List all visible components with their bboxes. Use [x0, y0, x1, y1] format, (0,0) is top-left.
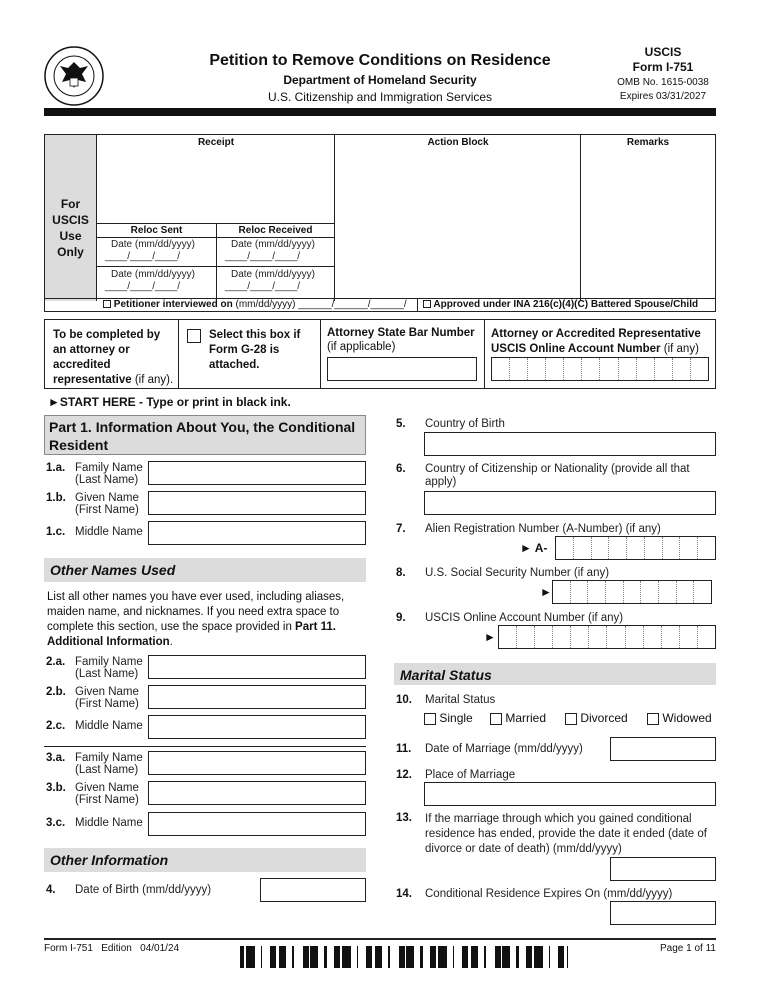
widowed-label: Widowed	[662, 711, 712, 725]
uscis-label: USCIS	[644, 45, 682, 59]
field-number: 9.	[396, 612, 406, 624]
omb-number: OMB No. 1615-0038	[617, 77, 709, 88]
other-given-name-input-1[interactable]	[148, 685, 366, 709]
married-checkbox[interactable]	[490, 713, 502, 725]
single-label: Single	[439, 711, 473, 725]
reloc-sent-date-label-1: Date (mm/dd/yyyy)	[111, 239, 195, 250]
a-number-prefix: ► A-	[520, 541, 548, 555]
bar-number-input[interactable]	[327, 357, 477, 381]
marital-status-heading: Marital Status	[394, 663, 716, 685]
field-label: Middle Name	[75, 526, 143, 538]
side-label-line: Use	[59, 229, 82, 243]
divorced-checkbox[interactable]	[565, 713, 577, 725]
country-of-birth-input[interactable]	[424, 432, 716, 456]
field-number: 1.a.	[46, 462, 66, 474]
attorney-account-input[interactable]	[491, 357, 709, 381]
field-label: Family Name	[75, 656, 143, 668]
married-label: Married	[505, 711, 547, 725]
reloc-received-label: Reloc Received	[238, 225, 313, 236]
field-sublabel: (First Name)	[75, 698, 139, 710]
side-label-line: Only	[57, 245, 84, 259]
residence-expires-label: Conditional Residence Expires On (mm/dd/yyyy)	[425, 888, 673, 900]
field-number: 10.	[396, 694, 412, 706]
marriage-ended-date-input[interactable]	[610, 857, 716, 881]
field-sublabel: (First Name)	[75, 504, 139, 516]
remarks-column	[581, 135, 715, 301]
field-number: 2.b.	[46, 686, 66, 698]
reloc-sent-label: Reloc Sent	[130, 225, 183, 236]
marriage-ended-label: If the marriage through which you gained conditional residence has ended, provide the date it ended (date of divorce or date of death) (mm/dd/yyyy)	[425, 813, 707, 855]
petitioner-interviewed-date[interactable]: ______/______/______/	[298, 299, 407, 310]
date-of-birth-input[interactable]	[260, 878, 366, 902]
a-number-input[interactable]	[555, 536, 716, 560]
battered-spouse-row	[423, 299, 715, 310]
field-sublabel: (Last Name)	[75, 668, 139, 680]
start-here: ►START HERE - Type or print in black ink.	[48, 395, 291, 409]
header-rule	[44, 108, 716, 116]
a-number-label: Alien Registration Number (A-Number) (if any)	[425, 523, 661, 535]
receipt-column	[97, 135, 335, 301]
reloc-received-date-label-1: Date (mm/dd/yyyy)	[231, 239, 315, 250]
other-names-intro-end: .	[169, 636, 173, 648]
field-number: 13.	[396, 812, 412, 824]
citizenship-label: Country of Citizenship or Nationality (provide all that apply)	[425, 463, 690, 488]
other-given-name-input-2[interactable]	[148, 781, 366, 805]
other-names-intro	[47, 590, 363, 650]
side-label-line: For	[60, 197, 81, 211]
uscis-use-only-box	[44, 134, 716, 312]
family-name-input[interactable]	[148, 461, 366, 485]
attorney-col-1	[45, 320, 179, 388]
divorced-label: Divorced	[580, 711, 628, 725]
field-sublabel: (First Name)	[75, 794, 139, 806]
place-of-marriage-label: Place of Marriage	[425, 769, 516, 781]
reloc-sent-date-label-2: Date (mm/dd/yyyy)	[111, 269, 195, 280]
attorney-box	[44, 319, 716, 389]
attorney-col-4	[485, 320, 715, 388]
attorney-account-sub: (if any)	[663, 343, 699, 355]
uscis-account-label: USCIS Online Account Number (if any)	[425, 612, 624, 624]
field-number: 12.	[396, 769, 412, 781]
bar-number-title: Attorney State Bar Number	[327, 327, 475, 339]
uscis-account-input[interactable]	[498, 625, 716, 649]
other-names-intro-bold: Part 11. Additional Information	[47, 621, 336, 648]
given-name-input[interactable]	[148, 491, 366, 515]
agency-name: U.S. Citizenship and Immigration Services	[267, 90, 493, 104]
other-middle-name-input-1[interactable]	[148, 715, 366, 739]
part1-heading: Part 1. Information About You, the Conditional Resident	[44, 415, 366, 455]
page-number: Page 1 of 11	[660, 943, 716, 954]
attorney-col-3	[321, 320, 485, 388]
ssn-input[interactable]	[552, 580, 712, 604]
field-label: Given Name	[75, 492, 139, 504]
field-number: 8.	[396, 567, 406, 579]
field-label: Family Name	[75, 752, 143, 764]
uscis-side-label	[45, 135, 97, 301]
widowed-checkbox[interactable]	[647, 713, 659, 725]
dob-label: Date of Birth (mm/dd/yyyy)	[75, 884, 212, 896]
form-number: Form I-751	[632, 60, 694, 74]
action-block-column	[335, 135, 581, 301]
action-block-header: Action Block	[427, 137, 489, 148]
field-number: 5.	[396, 418, 406, 430]
option-widowed[interactable]	[647, 711, 712, 725]
attorney-account-title	[491, 327, 713, 357]
field-label: Family Name	[75, 462, 143, 474]
g28-checkbox[interactable]	[187, 329, 201, 343]
attorney-intro-suffix: (if any).	[134, 374, 174, 386]
field-number: 7.	[396, 523, 406, 535]
reloc-received-date-label-2: Date (mm/dd/yyyy)	[231, 269, 315, 280]
date-of-marriage-input[interactable]	[610, 737, 716, 761]
field-number: 4.	[46, 884, 56, 896]
option-married[interactable]	[490, 711, 546, 725]
remarks-header: Remarks	[626, 137, 670, 148]
reloc-sent-date-2[interactable]: ____/____/____/	[105, 281, 181, 292]
bar-number-sub: (if applicable)	[327, 341, 396, 353]
field-number: 1.c.	[46, 526, 66, 538]
date-of-marriage-label: Date of Marriage (mm/dd/yyyy)	[425, 743, 583, 755]
citizenship-input[interactable]	[424, 491, 716, 515]
other-names-heading: Other Names Used	[44, 558, 366, 582]
field-sublabel: (Last Name)	[75, 474, 139, 486]
expiration-date: Expires 03/31/2027	[619, 91, 707, 102]
field-number: 2.a.	[46, 656, 66, 668]
petitioner-interviewed-row	[103, 299, 423, 310]
divider	[44, 746, 366, 747]
attorney-account-title-text: Attorney or Accredited Representative USCIS Online Account Number	[491, 328, 701, 355]
field-sublabel: (Last Name)	[75, 764, 139, 776]
country-of-birth-label: Country of Birth	[425, 418, 505, 430]
attorney-col-2	[179, 320, 321, 388]
field-number: 14.	[396, 888, 412, 900]
battered-spouse-label: Approved under INA 216(c)(4)(C) Battered Spouse/Child	[433, 299, 699, 310]
ssn-label: U.S. Social Security Number (if any)	[425, 567, 610, 579]
field-label: Given Name	[75, 782, 139, 794]
department-name: Department of Homeland Security	[283, 73, 477, 87]
barcode	[240, 946, 570, 968]
single-checkbox[interactable]	[424, 713, 436, 725]
receipt-header: Receipt	[197, 137, 235, 148]
ssn-arrow: ►	[540, 585, 552, 599]
other-family-name-input-2[interactable]	[148, 751, 366, 775]
reloc-received-date-2[interactable]: ____/____/____/	[225, 281, 301, 292]
other-information-heading: Other Information	[44, 848, 366, 872]
field-number: 2.c.	[46, 720, 66, 732]
field-number: 3.b.	[46, 782, 66, 794]
dhs-seal	[44, 46, 104, 106]
side-label-line: USCIS	[52, 213, 89, 227]
field-number: 3.a.	[46, 752, 66, 764]
other-middle-name-input-2[interactable]	[148, 812, 366, 836]
petitioner-interviewed-hint: (mm/dd/yyyy)	[235, 299, 296, 310]
reloc-sent-date-1[interactable]: ____/____/____/	[105, 251, 181, 262]
attorney-intro: To be completed by an attorney or accredited representative	[53, 329, 161, 386]
other-names-intro-text: List all other names you have ever used, including aliases, maiden name, and nicknames. If you need extra space to complete this section, use the space provided in	[47, 591, 345, 633]
field-label: Middle Name	[75, 817, 143, 829]
uscis-account-arrow: ►	[484, 630, 496, 644]
marital-status-label: Marital Status	[425, 694, 496, 706]
petitioner-interviewed-checkbox[interactable]	[103, 300, 111, 308]
middle-name-input[interactable]	[148, 521, 366, 545]
field-number: 6.	[396, 463, 406, 475]
other-family-name-input-1[interactable]	[148, 655, 366, 679]
footer-rule	[44, 938, 716, 940]
battered-spouse-checkbox[interactable]	[423, 300, 431, 308]
petitioner-interviewed-label: Petitioner interviewed on	[113, 299, 233, 310]
option-divorced[interactable]	[565, 711, 628, 725]
form-title: Petition to Remove Conditions on Residence	[209, 52, 551, 69]
field-number: 1.b.	[46, 492, 66, 504]
reloc-received-date-1[interactable]: ____/____/____/	[225, 251, 301, 262]
field-label: Given Name	[75, 686, 139, 698]
residence-expires-input[interactable]	[610, 901, 716, 925]
footer-edition: Form I-751 Edition 04/01/24	[44, 943, 180, 954]
option-single[interactable]	[424, 711, 473, 725]
place-of-marriage-input[interactable]	[424, 782, 716, 806]
field-number: 3.c.	[46, 817, 66, 829]
g28-label: Select this box if Form G-28 is attached.	[209, 329, 301, 371]
field-number: 11.	[396, 743, 412, 755]
field-label: Middle Name	[75, 720, 143, 732]
